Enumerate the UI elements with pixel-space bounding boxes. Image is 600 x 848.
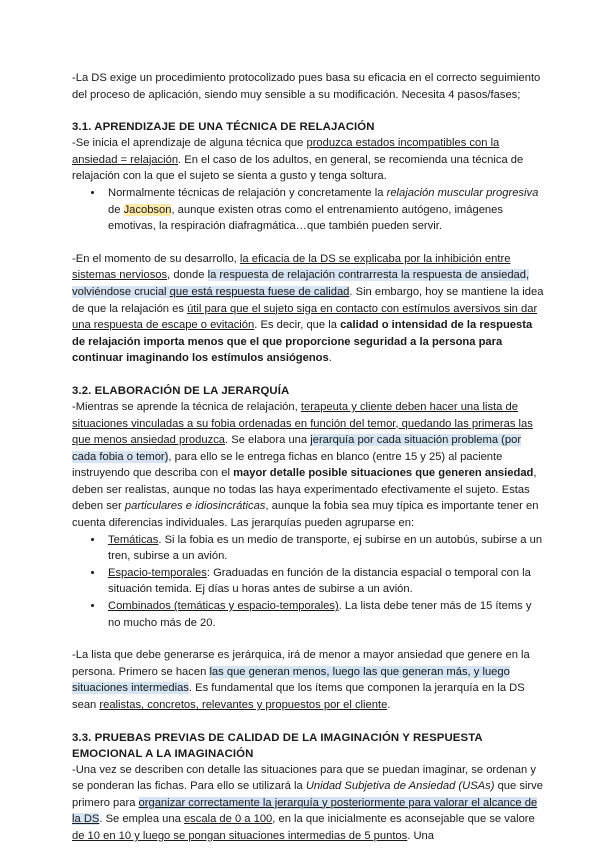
section-3-2-title: 3.2. ELABORACIÓN DE LA JERARQUÍA (72, 384, 290, 397)
section-3-1-paragraph-1: -Se inicia el aprendizaje de alguna técnica que produzca estados incompatibles con la ansiedad = relajación. En el caso de los adultos, en general, se recomienda una técnica de relajación con la que el sujeto se sienta a gusto y tenga soltura. (72, 137, 524, 183)
list-item: • Combinados (temáticas y espacio-temporales). La lista debe tener más de 15 ítems y no mucho más de 20. (104, 598, 544, 631)
list-item: • Normalmente técnicas de relajación y concretamente la relajación muscular progresiva de Jacobson, aunque existen otras como el entrenamiento autógeno, imágenes emotivas, la respiración diafragmática…que también pueden servir. (104, 185, 544, 235)
intro-paragraph: -La DS exige un procedimiento protocolizado pues basa su eficacia en el correcto seguimiento del proceso de aplicación, siendo muy sensible a su modificación. Necesita 4 pasos/fases; (72, 72, 541, 101)
list-item: • Temáticas. Si la fobia es un medio de transporte, ej subirse en un autobús, subirse a un tren, subirse a un avión. (104, 532, 544, 565)
section-3-3-paragraph-1: -Una vez se describen con detalle las situaciones para que se puedan imaginar, se ordenan y se ponderan las fichas. Para ello se utilizará la Unidad Subjetiva de Ansiedad (USAs) que sirve primero para organizar correctamente la jerarquía y posteriormente para valorar el alcance de la DS. Se emplea una escala de 0 a 100, en la que inicialmente es aconsejable que se valore de 10 en 10 y luego se pongan situaciones intermedias de 5 puntos. Una (72, 763, 543, 842)
section-3-1-paragraph-2: -En el momento de su desarrollo, la eficacia de la DS se explicaba por la inhibición entre sistemas nerviosos, donde la respuesta de relajación contrarresta la respuesta de ansiedad, volviéndose crucial que está respuesta fuese de calidad. Sin embargo, hoy se mantiene la idea de que la relajación es útil para que el sujeto siga en contacto con estímulos aversivos sin dar una respuesta de escape o evitación. Es decir, que la calidad o intensidad de la respuesta de relajación importa menos que el que proporcione seguridad a la persona para continuar imaginando los estímulos ansiógenos. (72, 252, 544, 365)
section-3-2-list (72, 532, 544, 632)
section-3-2-paragraph-1: -Mientras se aprende la técnica de relajación, terapeuta y cliente deben hacer una lista de situaciones vinculadas a su fobia ordenadas en función del temor, quedando las primeras las que menos ansiedad produzca. Se elabora una jerarquía por cada situación problema (por cada fobia o temor), para ello se le entrega fichas en blanco (entre 15 y 25) al paciente instruyendo que describa con el mayor detalle posible situaciones que generen ansiedad, deben ser realistas, aunque no todas las haya experimentado efectivamente el sujeto. Estas deben ser particulares e idiosincráticas, aunque la fobia sea muy típica es importante tener en cuenta diferencias individuales. Las jerarquías pueden agruparse en: (72, 400, 539, 530)
section-3-2-paragraph-2: -La lista que debe generarse es jerárquica, irá de menor a mayor ansiedad que genere en la persona. Primero se hacen las que generan menos, luego las que generan más, y luego situaciones intermedias. Es fundamental que los ítems que componen la jerarquía en la DS sean realistas, concretos, relevantes y propuestos por el cliente. (72, 649, 530, 711)
section-3-1-list (72, 185, 544, 235)
section-3-3-title: 3.3. PRUEBAS PREVIAS DE CALIDAD DE LA IMAGINACIÓN Y RESPUESTA EMOCIONAL A LA IMAGINACIÓN (72, 731, 483, 760)
list-item: • Espacio-temporales: Graduadas en función de la distancia espacial o temporal con la situación temida. Ej días u horas antes de subirse a un avión. (104, 565, 544, 598)
highlight-jacobson: Jacobson (123, 203, 172, 216)
section-3-1-title: 3.1. APRENDIZAJE DE UNA TÉCNICA DE RELAJACIÓN (72, 121, 375, 134)
